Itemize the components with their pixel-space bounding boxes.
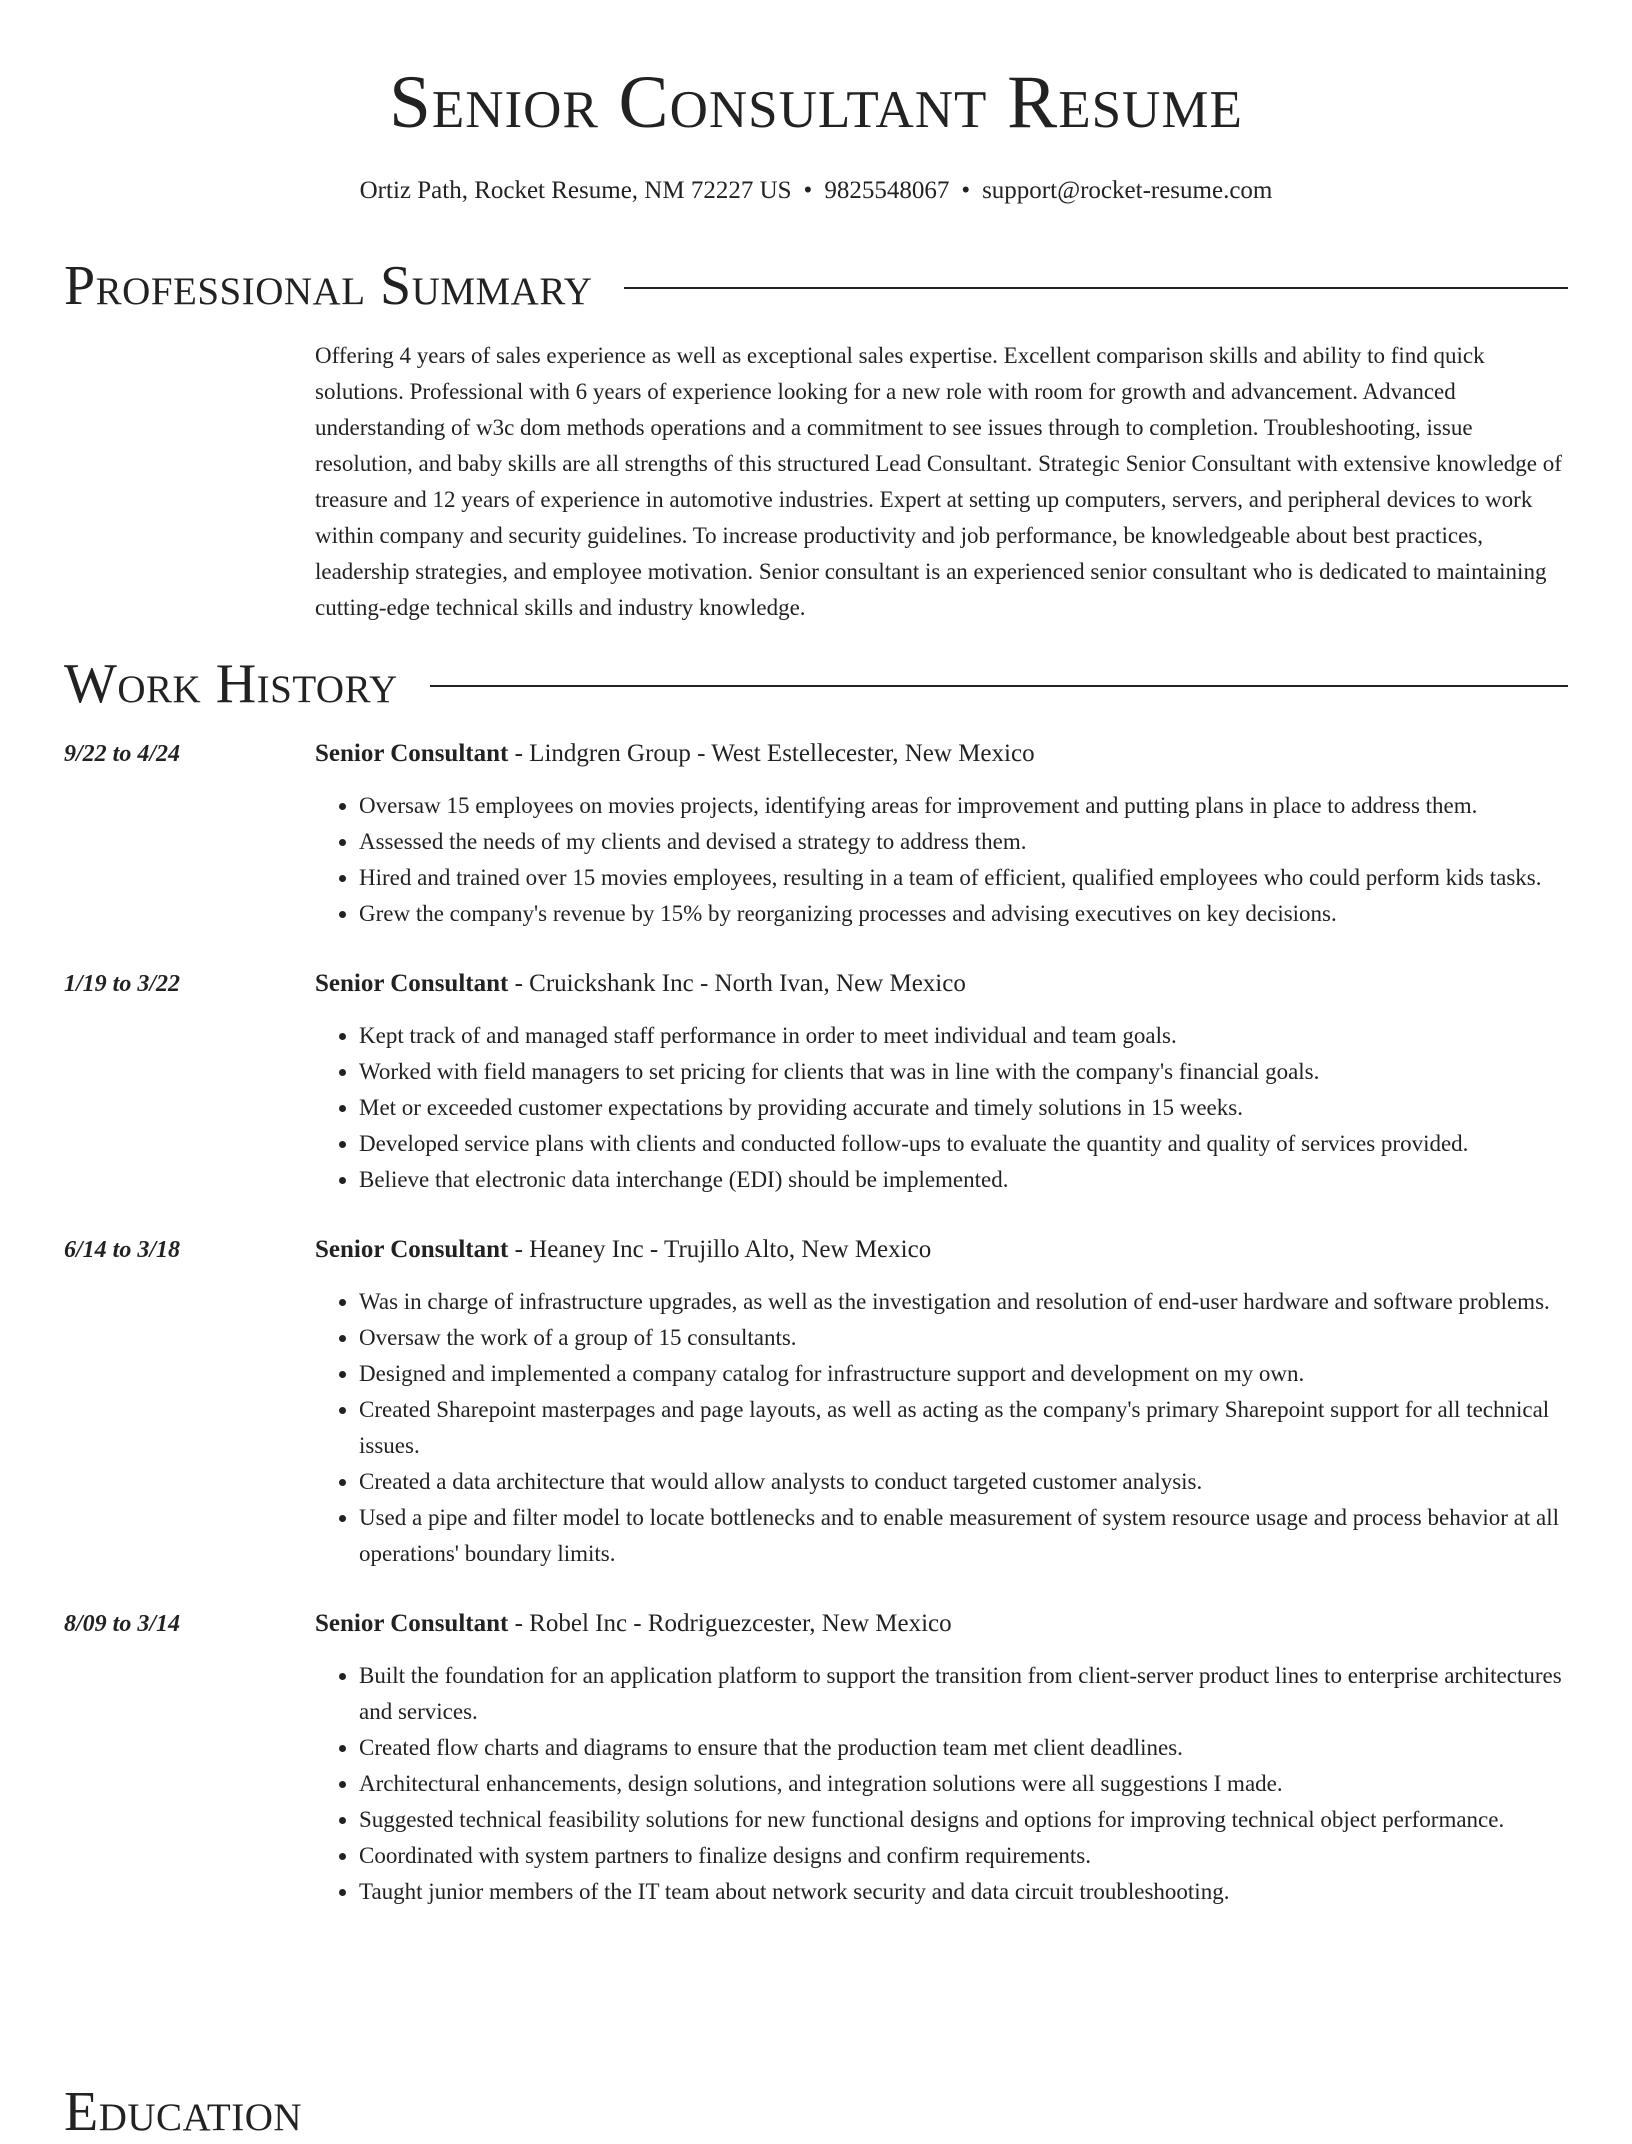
job-header: [315, 1606, 1568, 1642]
job-bullet: • Created Sharepoint masterpages and page layouts, as well as acting as the company's primary Sharepoint support for all technical issues.: [359, 1392, 1568, 1464]
job-role: Senior Consultant: [315, 1610, 509, 1637]
job-bullet: • Was in charge of infrastructure upgrades, as well as the investigation and resolution of end-user hardware and software problems.: [359, 1284, 1568, 1320]
job-entry: [64, 736, 1568, 932]
job-role: Senior Consultant: [315, 1236, 509, 1263]
contact-email: support@rocket-resume.com: [982, 177, 1273, 204]
job-bullet: • Assessed the needs of my clients and devised a strategy to address them.: [359, 824, 1568, 860]
job-role: Senior Consultant: [315, 740, 509, 767]
summary-heading: Professional Summary: [64, 255, 593, 317]
job-bullet: • Met or exceeded customer expectations by providing accurate and timely solutions in 15 weeks.: [359, 1090, 1568, 1126]
job-entry: [64, 966, 1568, 1198]
job-entry: [64, 1232, 1568, 1572]
section-divider: [624, 287, 1568, 289]
job-company-location: - Robel Inc - Rodriguezcester, New Mexico: [508, 1610, 952, 1637]
resume-title: Senior Consultant Resume: [389, 61, 1243, 144]
contact-separator: •: [803, 177, 813, 204]
summary-section-header: [64, 254, 1568, 318]
job-bullet-list: [64, 1018, 1568, 1198]
job-dates: 9/22 to 4/24: [64, 741, 181, 767]
job-entry: [64, 1606, 1568, 1910]
job-bullet: • Grew the company's revenue by 15% by reorganizing processes and advising executives on key decisions.: [359, 896, 1568, 932]
job-bullet: • Coordinated with system partners to finalize designs and confirm requirements.: [359, 1838, 1568, 1874]
job-list: [64, 736, 1568, 1944]
job-bullet: • Kept track of and managed staff performance in order to meet individual and team goals.: [359, 1018, 1568, 1054]
job-bullet: • Used a pipe and filter model to locate bottlenecks and to enable measurement of system resource usage and process behavior at all operations' boundary limits.: [359, 1500, 1568, 1572]
job-bullet: • Hired and trained over 15 movies employees, resulting in a team of efficient, qualified employees who could perform kids tasks.: [359, 860, 1568, 896]
job-bullet-list: [64, 1284, 1568, 1572]
job-bullet: • Worked with field managers to set pricing for clients that was in line with the company's financial goals.: [359, 1054, 1568, 1090]
contact-address: Ortiz Path, Rocket Resume, NM 72227 US: [359, 177, 792, 204]
education-heading: Education: [64, 2081, 303, 2143]
job-company-location: - Heaney Inc - Trujillo Alto, New Mexico: [508, 1236, 932, 1263]
job-company-location: - Lindgren Group - West Estellecester, New Mexico: [508, 740, 1035, 767]
job-company-location: - Cruickshank Inc - North Ivan, New Mexico: [508, 970, 966, 997]
job-bullet: • Created a data architecture that would allow analysts to conduct targeted customer analysis.: [359, 1464, 1568, 1500]
job-bullet: • Suggested technical feasibility solutions for new functional designs and options for improving technical object performance.: [359, 1802, 1568, 1838]
job-bullet: • Oversaw 15 employees on movies projects, identifying areas for improvement and putting plans in place to address them.: [359, 788, 1568, 824]
contact-separator: •: [961, 177, 971, 204]
job-header: [315, 1232, 1568, 1268]
job-bullet: • Created flow charts and diagrams to ensure that the production team met client deadlines.: [359, 1730, 1568, 1766]
job-dates: 8/09 to 3/14: [64, 1611, 181, 1637]
job-bullet: • Built the foundation for an application platform to support the transition from client-server product lines to enterprise architectures and services.: [359, 1658, 1568, 1730]
job-bullet: • Designed and implemented a company catalog for infrastructure support and development on my own.: [359, 1356, 1568, 1392]
section-divider: [430, 685, 1568, 687]
work-history-section-header: [64, 652, 1568, 716]
summary-text: Offering 4 years of sales experience as well as exceptional sales expertise. Excellent comparison skills and ability to find quick solutions. Professional with 6 years of experience looking for a new role with room for growth and advancement. Advanced understanding of w3c dom methods operations and a commitment to see issues through to completion. Troubleshooting, issue resolution, and baby skills are all strengths of this structured Lead Consultant. Strategic Senior Consultant with extensive knowledge of treasure and 12 years of experience in automotive industries. Expert at setting up computers, servers, and peripheral devices to work within company and security guidelines. To increase productivity and job performance, be knowledgeable about best practices, leadership strategies, and employee motivation. Senior consultant is an experienced senior consultant who is dedicated to maintaining cutting-edge technical skills and industry knowledge.: [315, 343, 1562, 620]
job-header: [315, 966, 1568, 1002]
job-bullet: • Developed service plans with clients and conducted follow-ups to evaluate the quantity and quality of services provided.: [359, 1126, 1568, 1162]
contact-phone: 9825548067: [824, 177, 950, 204]
education-section-header: [64, 2080, 1568, 2144]
job-bullet: • Taught junior members of the IT team about network security and data circuit troubleshooting.: [359, 1874, 1568, 1910]
job-dates: 6/14 to 3/18: [64, 1237, 181, 1263]
job-role: Senior Consultant: [315, 970, 509, 997]
contact-line: [0, 174, 1632, 208]
job-bullet: • Architectural enhancements, design solutions, and integration solutions were all suggestions I made.: [359, 1766, 1568, 1802]
job-bullet-list: [64, 1658, 1568, 1910]
job-bullet: • Believe that electronic data interchange (EDI) should be implemented.: [359, 1162, 1568, 1198]
job-bullet: • Oversaw the work of a group of 15 consultants.: [359, 1320, 1568, 1356]
work-history-heading: Work History: [64, 653, 398, 715]
job-dates: 1/19 to 3/22: [64, 971, 181, 997]
job-bullet-list: [64, 788, 1568, 932]
job-header: [315, 736, 1568, 772]
